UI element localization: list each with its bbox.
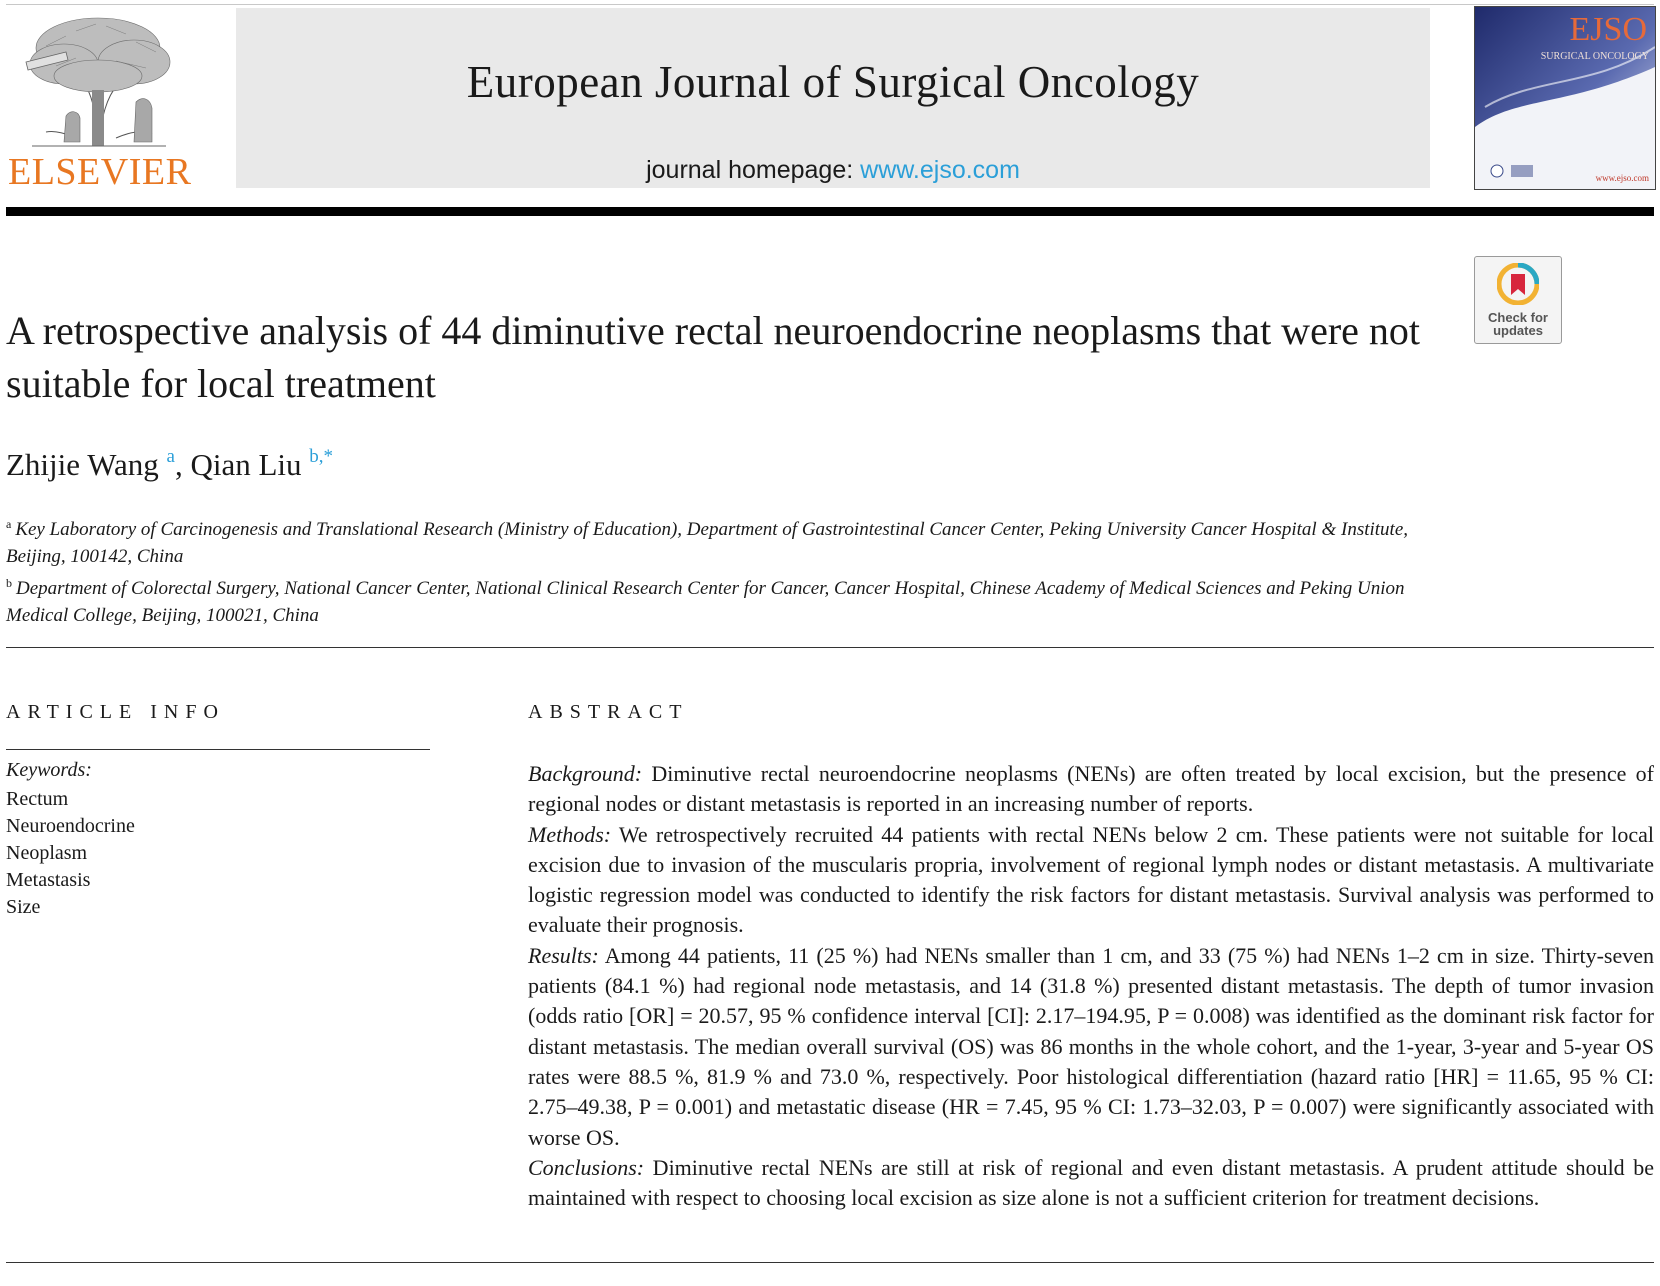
cover-subtitle: SURGICAL ONCOLOGY: [1540, 51, 1649, 62]
abstract-conclusions: [528, 1153, 1654, 1214]
abstract-section-label: Results:: [528, 942, 599, 968]
affiliation-link[interactable]: a: [166, 446, 175, 467]
keyword-item[interactable]: Neoplasm: [6, 842, 88, 864]
header-divider: [6, 207, 1654, 216]
journal-homepage: [236, 156, 1430, 185]
affiliation-link[interactable]: b,*: [309, 446, 334, 467]
cover-url: www.ejso.com: [1595, 173, 1649, 183]
abstract-section-text: Among 44 patients, 11 (25 %) had NENs smaller than 1 cm, and 33 (75 %) had NENs 1–2 cm in size. Thirty-seven patients (84.1 %) had regional node metastasis, and 14 (31.8 %) presented distant metastasis. The depth of tumor invasion (odds ratio [OR] = 20.57, 95 % confidence interval [CI]: 2.17–194.95, P = 0.008) was identified as the dominant risk factor for distant metastasis. The median overall survival (OS) was 86 months in the whole cohort, and the 1-year, 3-year and 5-year OS rates were 88.5 %, 81.9 % and 73.0 %, respectively. Poor histological differentiation (hazard ratio [HR] = 11.65, 95 % CI: 2.75–49.38, P = 0.001) and metastatic disease (HR = 7.45, 95 % CI: 1.73–32.03, P = 0.007) were significantly associated with worse OS.: [528, 942, 1654, 1150]
keyword-item[interactable]: Neuroendocrine: [6, 815, 135, 837]
author-name[interactable]: Qian Liu: [190, 447, 302, 482]
abstract-section-label: Background:: [528, 761, 643, 786]
article-info-divider: [6, 749, 430, 750]
affiliation-item: [6, 570, 1426, 629]
abstract-background: [528, 759, 1654, 820]
abstract-body: [528, 759, 1654, 1213]
abstract-results: [528, 941, 1654, 1153]
section-divider: [6, 647, 1654, 648]
keywords-list: [6, 786, 135, 921]
homepage-label: journal homepage:: [646, 156, 861, 184]
check-updates-icon: [1497, 263, 1539, 305]
check-updates-line-2: updates: [1493, 323, 1543, 338]
author-list: [6, 446, 333, 483]
abstract-heading: ABSTRACT: [528, 701, 689, 723]
cover-abbreviation: EJSO: [1569, 11, 1647, 48]
abstract-section-text: Diminutive rectal neuroendocrine neoplasms (NENs) are often treated by local excision, but the presence of regional nodes or distant metastasis is reported in an increasing number of reports.: [528, 761, 1654, 817]
author-separator: ,: [174, 447, 191, 482]
affiliation-item: [6, 511, 1426, 570]
affiliation-text: Department of Colorectal Surgery, National Cancer Center, National Clinical Research Center for Cancer, Cancer Hospital, Chinese Academy of Medical Sciences and Peking Union Medical College, Beijing, 100021, China: [6, 578, 1405, 626]
author-name[interactable]: Zhijie Wang: [6, 447, 159, 482]
affiliation-marker: b: [6, 576, 12, 590]
abstract-section-label: Conclusions:: [528, 1154, 645, 1180]
top-divider: [6, 4, 1654, 5]
keyword-item[interactable]: Rectum: [6, 788, 69, 810]
publisher-name: ELSEVIER: [8, 151, 192, 193]
check-updates-label: [1475, 311, 1561, 337]
journal-banner: [236, 8, 1430, 188]
keyword-item[interactable]: Size: [6, 896, 41, 918]
abstract-methods: [528, 820, 1654, 941]
article-info-heading: ARTICLE INFO: [6, 701, 225, 723]
affiliation-marker: a: [6, 517, 12, 531]
keywords-label: Keywords:: [6, 759, 92, 781]
article-title: A retrospective analysis of 44 diminutive rectal neuroendocrine neoplasms that were not suitable for local treatment: [6, 308, 1421, 406]
affiliations: [6, 511, 1426, 629]
check-for-updates-button[interactable]: [1474, 256, 1562, 344]
affiliation-text: Key Laboratory of Carcinogenesis and Translational Research (Ministry of Education), Department of Gastrointestinal Cancer Center, Peking University Cancer Hospital & Institute, Beijing, 100142, China: [6, 519, 1409, 567]
abstract-section-text: Diminutive rectal NENs are still at risk of regional and even distant metastasis. A prudent attitude should be maintained with respect to choosing local excision as size alone is not a sufficient criterion for treatment decisions.: [528, 1154, 1654, 1211]
abstract-section-text: We retrospectively recruited 44 patients with rectal NENs below 2 cm. These patients were not suitable for local excision due to invasion of the muscularis propria, involvement of regional lymph nodes or distant metastasis. A multivariate logistic regression model was conducted to identify the risk factors for distant metastasis. Survival analysis was performed to evaluate their prognosis.: [528, 821, 1654, 938]
journal-cover-image: [1474, 6, 1656, 190]
abstract-section-label: Methods:: [528, 821, 612, 847]
check-updates-line-1: Check for: [1488, 310, 1548, 325]
bottom-divider: [6, 1262, 1654, 1263]
homepage-link[interactable]: www.ejso.com: [860, 156, 1020, 184]
journal-title: European Journal of Surgical Oncology: [466, 57, 1200, 107]
keyword-item[interactable]: Metastasis: [6, 869, 91, 891]
